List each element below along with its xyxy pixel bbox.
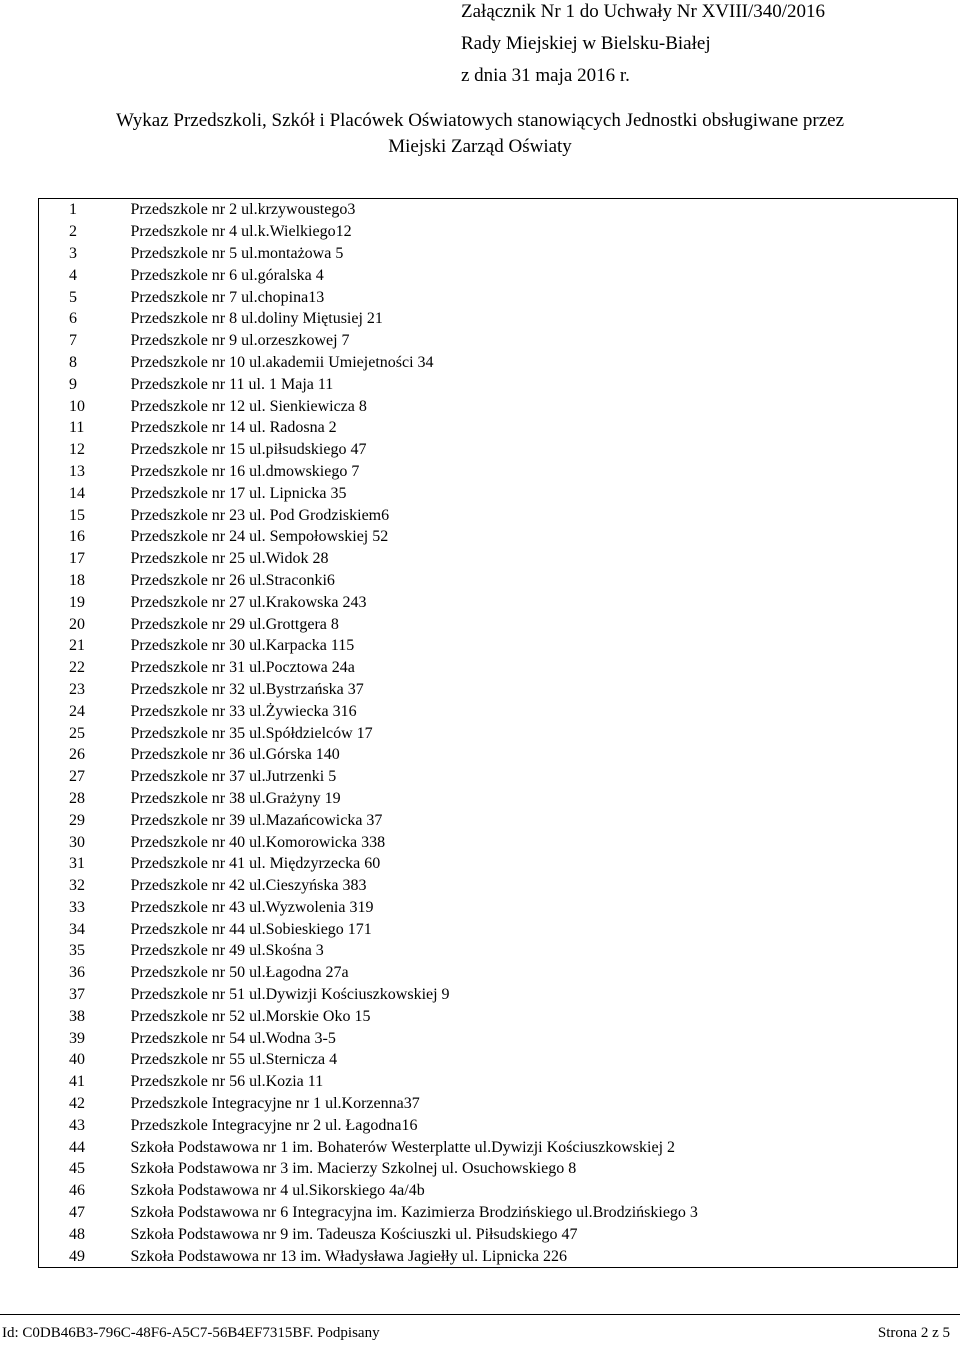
institution-name: Przedszkole nr 12 ul. Sienkiewicza 8 (130, 397, 367, 415)
institution-name: Przedszkole nr 36 ul.Górska 140 (130, 746, 340, 764)
institution-name: Przedszkole nr 44 ul.Sobieskiego 171 (130, 920, 372, 938)
institution-name: Przedszkole nr 38 ul.Grażyny 19 (130, 789, 341, 807)
table-row (39, 831, 958, 853)
row-number: 28 (69, 789, 85, 807)
table-row (39, 679, 958, 701)
table-row (39, 1180, 958, 1202)
institution-name: Przedszkole nr 10 ul.akademii Umiejetności 34 (130, 353, 434, 371)
institution-name: Szkoła Podstawowa nr 3 im. Macierzy Szkolnej ul. Osuchowskiego 8 (130, 1160, 577, 1178)
table-row (39, 940, 958, 962)
institution-name: Przedszkole nr 43 ul.Wyzwolenia 319 (130, 898, 374, 916)
institution-name: Szkoła Podstawowa nr 9 im. Tadeusza Kościuszki ul. Piłsudskiego 47 (130, 1225, 578, 1243)
institution-name: Przedszkole nr 4 ul.k.Wielkiego12 (130, 223, 352, 241)
institution-name: Przedszkole nr 30 ul.Karpacka 115 (130, 637, 355, 655)
row-number: 41 (69, 1073, 85, 1091)
row-number: 18 (69, 571, 85, 589)
table-row (39, 395, 958, 417)
table-row (39, 461, 958, 483)
row-number: 12 (69, 441, 85, 459)
row-number: 21 (69, 637, 85, 655)
institution-name: Przedszkole nr 16 ul.dmowskiego 7 (130, 462, 360, 480)
table-row (39, 1049, 958, 1071)
row-number: 5 (69, 288, 77, 306)
institution-name: Przedszkole nr 11 ul. 1 Maja 11 (130, 375, 334, 393)
institution-name: Przedszkole nr 27 ul.Krakowska 243 (130, 593, 367, 611)
institution-name: Przedszkole nr 54 ul.Wodna 3-5 (130, 1029, 336, 1047)
row-number: 2 (69, 223, 77, 241)
row-number: 31 (69, 855, 85, 873)
table-row (39, 526, 958, 548)
row-number: 47 (69, 1204, 85, 1222)
row-number: 17 (69, 550, 85, 568)
institution-name: Szkoła Podstawowa nr 4 ul.Sikorskiego 4a/4b (130, 1182, 425, 1200)
row-number: 32 (69, 877, 85, 895)
document-id: Id: C0DB46B3-796C-48F6-A5C7-56B4EF7315BF. Podpisany (2, 1325, 380, 1341)
table-row (39, 439, 958, 461)
institution-name: Przedszkole nr 24 ul. Sempołowskiej 52 (130, 528, 389, 546)
institution-name: Przedszkole nr 7 ul.chopina13 (130, 288, 325, 306)
row-number: 45 (69, 1160, 85, 1178)
title-line-2: Miejski Zarząd Oświaty (388, 136, 572, 157)
institution-name: Przedszkole Integracyjne nr 2 ul. Łagodna16 (130, 1116, 418, 1134)
table-row (39, 482, 958, 504)
row-number: 29 (69, 811, 85, 829)
row-number: 16 (69, 528, 85, 546)
row-number: 8 (69, 353, 77, 371)
table-row (39, 657, 958, 679)
row-number: 38 (69, 1007, 85, 1025)
table-row (39, 417, 958, 439)
row-number: 30 (69, 833, 85, 851)
table-row (39, 243, 958, 265)
table-row (39, 373, 958, 395)
institution-name: Przedszkole nr 31 ul.Pocztowa 24a (130, 659, 355, 677)
row-number: 37 (69, 986, 85, 1004)
header-line-attachment: Załącznik Nr 1 do Uchwały Nr XVIII/340/2016 (461, 1, 826, 22)
institution-name: Przedszkole nr 17 ul. Lipnicka 35 (130, 484, 347, 502)
table-row (39, 1245, 958, 1267)
table-row (39, 1027, 958, 1049)
header-line-date: z dnia 31 maja 2016 r. (461, 65, 630, 86)
row-number: 44 (69, 1138, 85, 1156)
institution-name: Przedszkole nr 51 ul.Dywizji Kościuszkowskiej 9 (130, 986, 450, 1004)
institutions-table-body (39, 199, 958, 1268)
row-number: 25 (69, 724, 85, 742)
row-number: 23 (69, 680, 85, 698)
title-line-1: Wykaz Przedszkoli, Szkół i Placówek Oświatowych stanowiących Jednostki obsługiwane przez (115, 110, 845, 131)
table-row (39, 308, 958, 330)
row-number: 26 (69, 746, 85, 764)
row-number: 4 (69, 266, 77, 284)
institution-name: Przedszkole nr 37 ul.Jutrzenki 5 (130, 768, 337, 786)
institution-name: Szkoła Podstawowa nr 6 Integracyjna im. Kazimierza Brodzińskiego ul.Brodzińskiego 3 (130, 1204, 698, 1222)
institution-name: Przedszkole nr 49 ul.Skośna 3 (130, 942, 324, 960)
table-row (39, 330, 958, 352)
institution-name: Przedszkole nr 55 ul.Sternicza 4 (130, 1051, 338, 1069)
institution-name: Przedszkole nr 52 ul.Morskie Oko 15 (130, 1007, 371, 1025)
institution-name: Przedszkole nr 40 ul.Komorowicka 338 (130, 833, 386, 851)
institution-name: Przedszkole nr 56 ul.Kozia 11 (130, 1073, 324, 1091)
row-number: 35 (69, 942, 85, 960)
institution-name: Przedszkole nr 2 ul.krzywoustego3 (130, 201, 356, 219)
row-number: 42 (69, 1095, 85, 1113)
institution-name: Szkoła Podstawowa nr 13 im. Władysława Jagiełły ul. Lipnicka 226 (130, 1247, 568, 1265)
table-row (39, 1114, 958, 1136)
header-line-council: Rady Miejskiej w Bielsku-Białej (461, 33, 711, 54)
table-row (39, 1093, 958, 1115)
table-row (39, 918, 958, 940)
row-number: 6 (69, 310, 77, 328)
institution-name: Przedszkole nr 29 ul.Grottgera 8 (130, 615, 339, 633)
institution-name: Przedszkole nr 41 ul. Międzyrzecka 60 (130, 855, 381, 873)
table-row (39, 1136, 958, 1158)
table-row (39, 897, 958, 919)
row-number: 3 (69, 244, 77, 262)
row-number: 40 (69, 1051, 85, 1069)
table-row (39, 613, 958, 635)
row-number: 1 (69, 201, 77, 219)
institution-name: Przedszkole nr 39 ul.Mazańcowicka 37 (130, 811, 383, 829)
table-row (39, 962, 958, 984)
table-row (39, 1223, 958, 1245)
row-number: 48 (69, 1225, 85, 1243)
table-row (39, 286, 958, 308)
row-number: 11 (69, 419, 85, 437)
row-number: 24 (69, 702, 85, 720)
table-row (39, 221, 958, 243)
row-number: 20 (69, 615, 85, 633)
table-row (39, 1005, 958, 1027)
page-footer (0, 1314, 960, 1341)
table-row (39, 766, 958, 788)
institution-name: Przedszkole nr 32 ul.Bystrzańska 37 (130, 680, 364, 698)
institution-name: Przedszkole nr 23 ul. Pod Grodziskiem6 (130, 506, 390, 524)
row-number: 43 (69, 1116, 85, 1134)
row-number: 33 (69, 898, 85, 916)
institution-name: Przedszkole nr 35 ul.Spółdzielców 17 (130, 724, 373, 742)
institution-name: Przedszkole nr 26 ul.Straconki6 (130, 571, 335, 589)
row-number: 36 (69, 964, 85, 982)
row-number: 13 (69, 462, 85, 480)
institution-name: Przedszkole nr 14 ul. Radosna 2 (130, 419, 337, 437)
table-row (39, 744, 958, 766)
table-row (39, 1202, 958, 1224)
institution-name: Przedszkole nr 15 ul.piłsudskiego 47 (130, 441, 367, 459)
row-number: 39 (69, 1029, 85, 1047)
table-row (39, 1071, 958, 1093)
table-row (39, 352, 958, 374)
institution-name: Szkoła Podstawowa nr 1 im. Bohaterów Westerplatte ul.Dywizji Kościuszkowskiej 2 (130, 1138, 676, 1156)
table-row (39, 199, 958, 221)
table-row (39, 635, 958, 657)
institution-name: Przedszkole nr 8 ul.doliny Miętusiej 21 (130, 310, 383, 328)
row-number: 15 (69, 506, 85, 524)
page-number: Strona 2 z 5 (877, 1325, 950, 1341)
table-row (39, 1158, 958, 1180)
table-row (39, 788, 958, 810)
institution-name: Przedszkole nr 25 ul.Widok 28 (130, 550, 329, 568)
institution-name: Przedszkole nr 6 ul.góralska 4 (130, 266, 324, 284)
table-row (39, 722, 958, 744)
institution-name: Przedszkole Integracyjne nr 1 ul.Korzenna37 (130, 1095, 420, 1113)
table-row (39, 984, 958, 1006)
resolution-header (461, 0, 941, 92)
row-number: 10 (69, 397, 85, 415)
row-number: 46 (69, 1182, 85, 1200)
table-row (39, 700, 958, 722)
institution-name: Przedszkole nr 42 ul.Cieszyńska 383 (130, 877, 367, 895)
institution-name: Przedszkole nr 50 ul.Łagodna 27a (130, 964, 349, 982)
institutions-table (38, 198, 958, 1268)
institution-name: Przedszkole nr 5 ul.montażowa 5 (130, 244, 344, 262)
document-title (20, 108, 940, 160)
row-number: 19 (69, 593, 85, 611)
row-number: 49 (69, 1247, 85, 1265)
institution-name: Przedszkole nr 33 ul.Żywiecka 316 (130, 702, 357, 720)
table-row (39, 875, 958, 897)
table-row (39, 548, 958, 570)
row-number: 9 (69, 375, 77, 393)
row-number: 7 (69, 332, 77, 350)
table-row (39, 853, 958, 875)
table-row (39, 591, 958, 613)
table-row (39, 264, 958, 286)
table-row (39, 809, 958, 831)
row-number: 27 (69, 768, 85, 786)
institution-name: Przedszkole nr 9 ul.orzeszkowej 7 (130, 332, 350, 350)
table-row (39, 570, 958, 592)
row-number: 22 (69, 659, 85, 677)
table-row (39, 504, 958, 526)
row-number: 34 (69, 920, 85, 938)
row-number: 14 (69, 484, 85, 502)
